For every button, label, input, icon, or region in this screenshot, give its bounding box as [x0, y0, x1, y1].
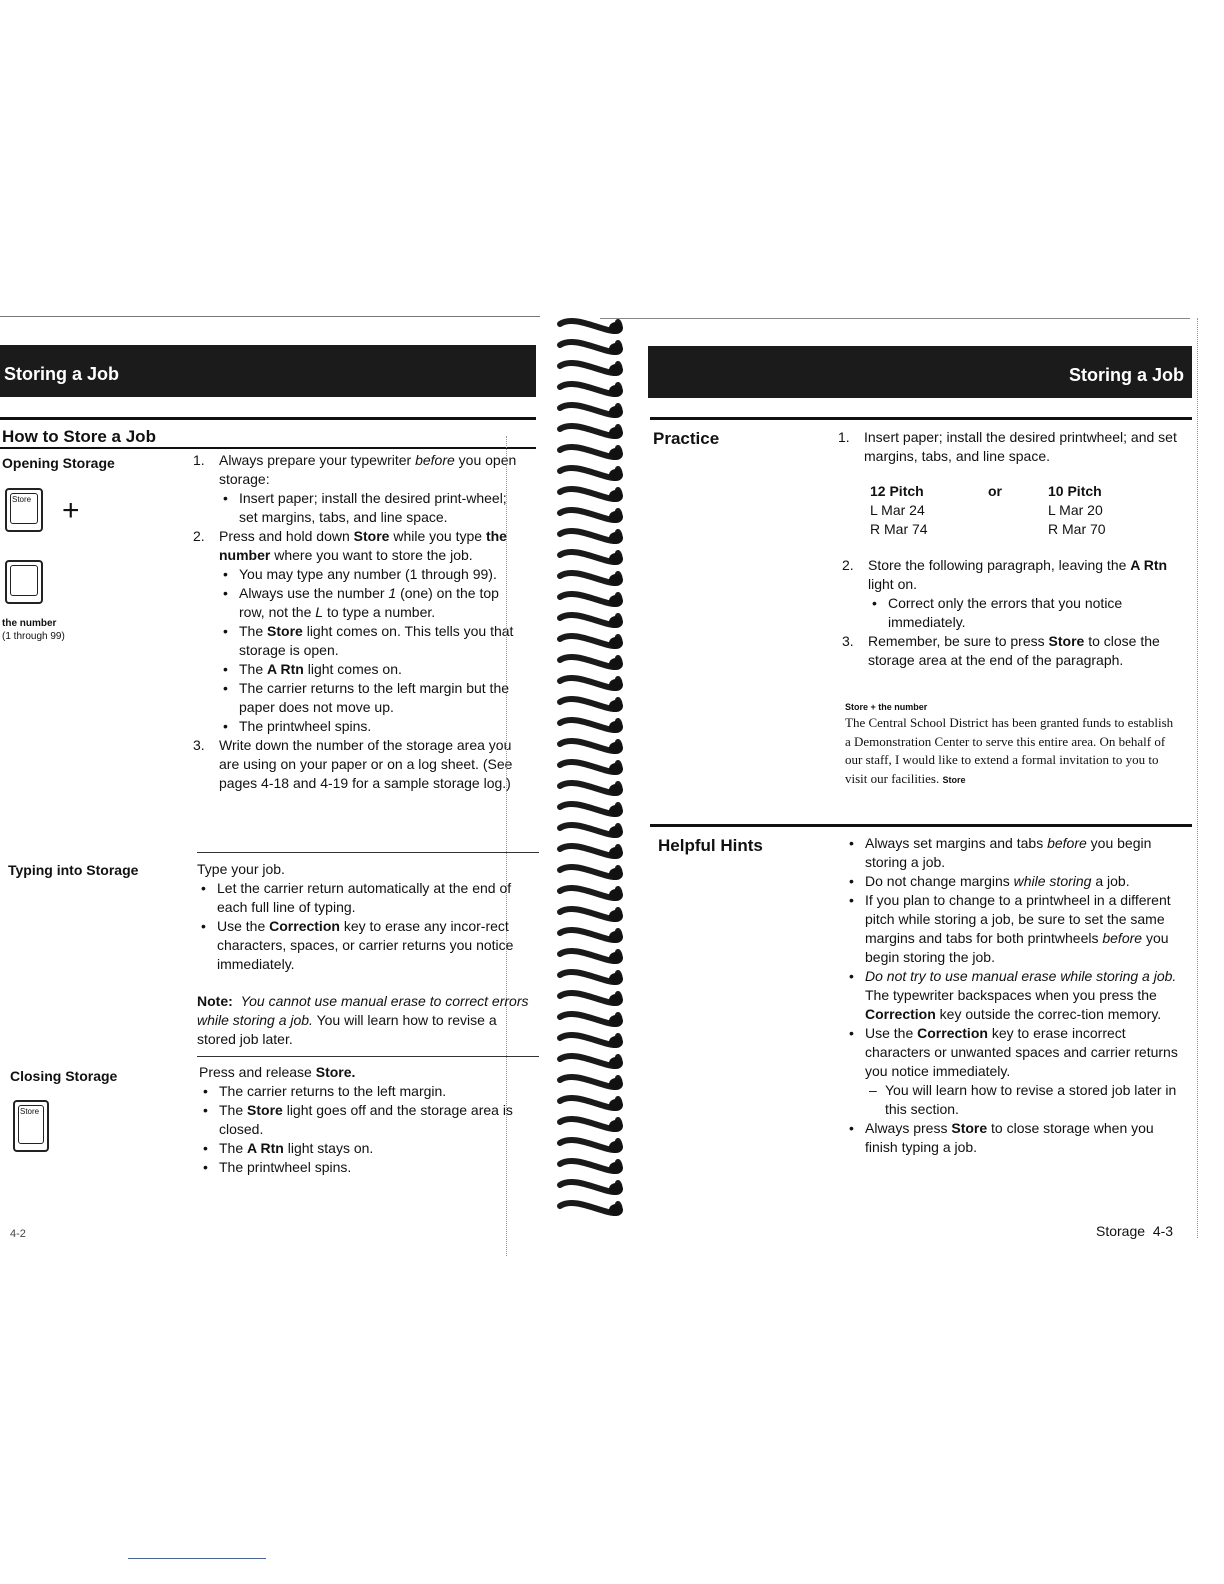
pitch-12-label: 12 Pitch [870, 483, 924, 499]
spiral-binding [552, 312, 642, 1232]
hint-5-subitem: – You will learn how to revise a stored job later in this section. [865, 1081, 1185, 1119]
spiral-hole [609, 742, 623, 754]
closing-divider [197, 1056, 539, 1057]
correction-key-ref: Correction [865, 1006, 936, 1022]
spiral-coils [560, 321, 623, 1216]
spiral-hole [609, 1078, 623, 1090]
hint-5 [845, 1024, 1185, 1119]
typing-intro: Type your job. [197, 861, 285, 877]
number-range-caption: (1 through 99) [2, 631, 65, 642]
pitch-10-right-margin: R Mar 70 [1048, 521, 1106, 537]
page-edge-guide [1197, 318, 1198, 1238]
bullet-bold: Store [247, 1102, 283, 1118]
step2-bullet-5: • The carrier returns to the left margin but the paper does not move up. [219, 679, 528, 717]
hint-4 [845, 967, 1185, 1024]
section-rule [0, 417, 536, 420]
spiral-hole [609, 826, 623, 838]
bullet-bold: Store [267, 623, 303, 639]
spiral-hole [609, 931, 623, 943]
spiral-hole [609, 448, 623, 460]
spiral-hole [609, 490, 623, 502]
spiral-hole [609, 532, 623, 544]
or-label: or [988, 483, 1002, 499]
hint-3 [845, 891, 1185, 967]
footnote-rule [128, 1558, 266, 1559]
bullet-text: The [239, 661, 268, 677]
closing-bullet-3 [199, 1139, 534, 1158]
store-key-icon [5, 488, 43, 532]
practice-step3-text-end: to close the storage area at the end of the paragraph. [868, 633, 1160, 668]
hint-emphasis: before [1047, 835, 1087, 851]
correction-key-ref: Correction [269, 918, 340, 934]
hint-text: a job. [1091, 873, 1130, 889]
spiral-hole [609, 343, 623, 355]
bullet-text: to type a number. [323, 604, 436, 620]
typing-storage-heading: Typing into Storage [8, 862, 139, 878]
step-number: 1. [838, 429, 850, 445]
closing-body [199, 1063, 534, 1177]
a-rtn-ref: A Rtn [1130, 557, 1168, 573]
spiral-hole [609, 1015, 623, 1027]
closing-bullet-1: • The carrier returns to the left margin. [199, 1082, 534, 1101]
step2-text-end: where you want to store the job. [270, 547, 473, 563]
store-key-ref: Store [1048, 633, 1085, 649]
store-key-ref: Store [951, 1120, 988, 1136]
spiral-hole [609, 805, 623, 817]
spiral-hole [609, 868, 623, 880]
top-edge-rule [0, 316, 540, 317]
correction-key-ref: Correction [917, 1025, 988, 1041]
hint-text: If you plan to change to a printwheel in a different pitch while storing a job, be sure to set the same margins and tabs for both printwheels [865, 892, 1171, 946]
practice-step-3 [842, 632, 1182, 670]
spiral-hole [609, 784, 623, 796]
step-number: 3. [193, 737, 205, 753]
bullet-emphasis: L [315, 604, 324, 620]
spiral-hole [609, 721, 623, 733]
pitch-10-col [1048, 482, 1106, 539]
hint-1 [845, 834, 1185, 872]
note-italic: You cannot use manual erase to correct errors while storing a job. [197, 993, 529, 1028]
typing-note [197, 992, 532, 1049]
hint-text: The typewriter backspaces when you press the [865, 987, 1157, 1003]
closing-bullet-4: • The printwheel spins. [199, 1158, 534, 1177]
spiral-hole [609, 1162, 623, 1174]
spiral-hole [609, 889, 623, 901]
practice-rule [650, 417, 1192, 420]
opening-steps [193, 451, 528, 793]
bullet-text: light goes off and the storage area is closed. [219, 1102, 513, 1137]
opening-step-2 [193, 527, 528, 736]
practice-step1-text: Insert paper; install the desired printwheel; and set margins, tabs, and line space. [864, 429, 1177, 464]
bullet-bold: A Rtn [247, 1140, 284, 1156]
note-label: Note: [197, 993, 233, 1009]
closing-intro [199, 1063, 534, 1082]
spiral-hole [609, 1183, 623, 1195]
spiral-hole [609, 595, 623, 607]
spiral-hole [609, 952, 623, 964]
store-key-ref: Store. [315, 1064, 356, 1080]
store-key-label: Store [12, 495, 32, 504]
practice-heading: Practice [653, 429, 720, 448]
step2-bullet-6: • The printwheel spins. [219, 717, 528, 736]
step2-bullet-1: • You may type any number (1 through 99). [219, 565, 528, 584]
practice-step3-text: Remember, be sure to press [868, 633, 1049, 649]
closing-storage-heading: Closing Storage [10, 1068, 118, 1084]
step-number: 2. [193, 528, 205, 544]
spiral-hole [609, 553, 623, 565]
sample-store-label: Store + the number [845, 702, 928, 712]
plus-sign: + [62, 494, 80, 527]
practice-steps [838, 428, 1183, 466]
step2-bullet-3 [219, 622, 528, 660]
opening-step-3 [193, 736, 528, 793]
hint-text: Always press [865, 1120, 952, 1136]
right-header-title: Storing a Job [1068, 365, 1184, 385]
step-number: 2. [842, 557, 854, 573]
step-number: 1. [193, 452, 205, 468]
hint-2 [845, 872, 1185, 891]
hint-text: Always set margins and tabs [865, 835, 1048, 851]
top-edge-rule [600, 318, 1190, 319]
sample-store-end-label: Store [942, 774, 966, 785]
number-ref: the number [219, 528, 507, 563]
left-page-number: 4-2 [10, 1228, 26, 1240]
pitch-12-col [870, 482, 928, 539]
spiral-hole [609, 763, 623, 775]
right-page-number: Storage 4-3 [1096, 1223, 1174, 1239]
opening-storage-heading: Opening Storage [2, 455, 115, 471]
closing-text: Press and release [199, 1064, 316, 1080]
spiral-hole [609, 574, 623, 586]
hint-text: to close storage when you finish typing a job. [865, 1120, 1154, 1155]
step3-text: Write down the number of the storage area you are using on your paper or on a log sheet. (See pages 4-18 and 4-19 for a sample storage log.) [219, 737, 513, 791]
helpful-hints-heading: Helpful Hints [658, 836, 763, 855]
hint-emphasis: Do not try to use manual erase while storing a job. [865, 968, 1177, 984]
bullet-text: The [219, 1140, 248, 1156]
spiral-hole [609, 322, 623, 334]
spiral-hole [609, 1141, 623, 1153]
spiral-hole [609, 364, 623, 376]
spiral-hole [609, 847, 623, 859]
practice-step-1 [838, 428, 1183, 466]
spiral-hole [609, 511, 623, 523]
bullet-text: The [219, 1102, 248, 1118]
practice-step2-text: Store the following paragraph, leaving the [868, 557, 1131, 573]
left-header-title: Storing a Job [4, 364, 120, 384]
hint-emphasis: before [1102, 930, 1143, 946]
section-underline [0, 447, 536, 449]
spiral-hole [609, 385, 623, 397]
spiral-hole [609, 700, 623, 712]
hint-6 [845, 1119, 1185, 1157]
note-text: You will learn how to revise a stored job later. [197, 1012, 497, 1047]
bullet-text: key to erase any incor-rect characters, spaces, or carrier returns you notice immediately. [217, 918, 514, 972]
hint-text: key to erase incorrect characters or unwanted spaces and carrier returns you notice immediately. [865, 1025, 1178, 1079]
closing-bullet-2 [199, 1101, 534, 1139]
sample-paragraph [845, 714, 1180, 789]
bullet-text: light comes on. This tells you that storage is open. [239, 623, 514, 658]
spiral-hole [609, 973, 623, 985]
step1-text-end: you open storage: [219, 452, 517, 487]
spiral-hole [609, 1057, 623, 1069]
spiral-hole [609, 406, 623, 418]
right-header-bar [648, 346, 1192, 398]
spiral-hole [609, 658, 623, 670]
hint-text: Do not change margins [865, 873, 1014, 889]
bullet-text: (one) on the top row, not the [239, 585, 499, 620]
hints-rule [650, 824, 1192, 827]
step2-text: Press and hold down [219, 528, 354, 544]
bullet-text: light comes on. [303, 661, 402, 677]
store-key-ref: Store [353, 528, 390, 544]
step2-bullet-2 [219, 584, 528, 622]
step1-text: Always prepare your typewriter [219, 452, 416, 468]
hint-text: you begin storing the job. [865, 930, 1169, 965]
practice-step-2 [842, 556, 1182, 632]
hint-text: you begin storing a job. [865, 835, 1152, 870]
number-caption: the number [2, 618, 57, 629]
typing-bullet-1: • Let the carrier return automatically at the end of each full line of typing. [197, 879, 532, 917]
pitch-10-left-margin: L Mar 20 [1048, 502, 1103, 518]
step2-bullet-4 [219, 660, 528, 679]
spiral-hole [609, 427, 623, 439]
bullet-bold: A Rtn [267, 661, 304, 677]
practice-step2-text-end: light on. [868, 576, 918, 592]
spiral-hole [609, 1036, 623, 1048]
spiral-hole [609, 910, 623, 922]
step-number: 3. [842, 633, 854, 649]
bullet-emphasis: 1 [388, 585, 397, 601]
left-header-bar [0, 345, 536, 397]
spiral-hole [609, 1120, 623, 1132]
bullet-text: The [239, 623, 268, 639]
typing-body [197, 860, 532, 1049]
step2-text-mid: while you type [389, 528, 486, 544]
spiral-hole [609, 994, 623, 1006]
practice-step2-bullet: • Correct only the errors that you notice immediately. [868, 594, 1182, 632]
sample-paragraph-text: The Central School District has been granted funds to establish a Demonstration Center to serve this entire area. On behalf of our staff, I would like to extend a formal invitation to you to visit our facilities. [845, 715, 1174, 786]
spiral-hole [609, 679, 623, 691]
bullet-text: Always use the number [239, 585, 389, 601]
pitch-10-label: 10 Pitch [1048, 483, 1102, 499]
pitch-12-right-margin: R Mar 74 [870, 521, 928, 537]
spiral-hole [609, 616, 623, 628]
opening-step-1 [193, 451, 528, 527]
spiral-hole [609, 1099, 623, 1111]
hints-list [845, 834, 1185, 1157]
hint-text: Use the [865, 1025, 918, 1041]
hint-text: key outside the correc-tion memory. [935, 1006, 1162, 1022]
spiral-hole [609, 469, 623, 481]
typing-bullet-2 [197, 917, 532, 974]
bullet-text: light stays on. [283, 1140, 374, 1156]
bullet-text: Use the [217, 918, 270, 934]
opening-step-1-bullet: • Insert paper; install the desired print-wheel; set margins, tabs, and line space. [219, 489, 528, 527]
pitch-12-left-margin: L Mar 24 [870, 502, 925, 518]
practice-steps-2-3 [842, 556, 1182, 670]
store-key-label: Store [20, 1107, 40, 1116]
spiral-hole [609, 1204, 623, 1216]
store-key-icon [13, 1100, 49, 1152]
section-title: How to Store a Job [2, 427, 156, 446]
step1-emphasis: before [415, 452, 455, 468]
number-key-icon [5, 560, 43, 604]
typing-divider [197, 852, 539, 853]
spiral-hole [609, 637, 623, 649]
hint-emphasis: while storing [1013, 873, 1092, 889]
